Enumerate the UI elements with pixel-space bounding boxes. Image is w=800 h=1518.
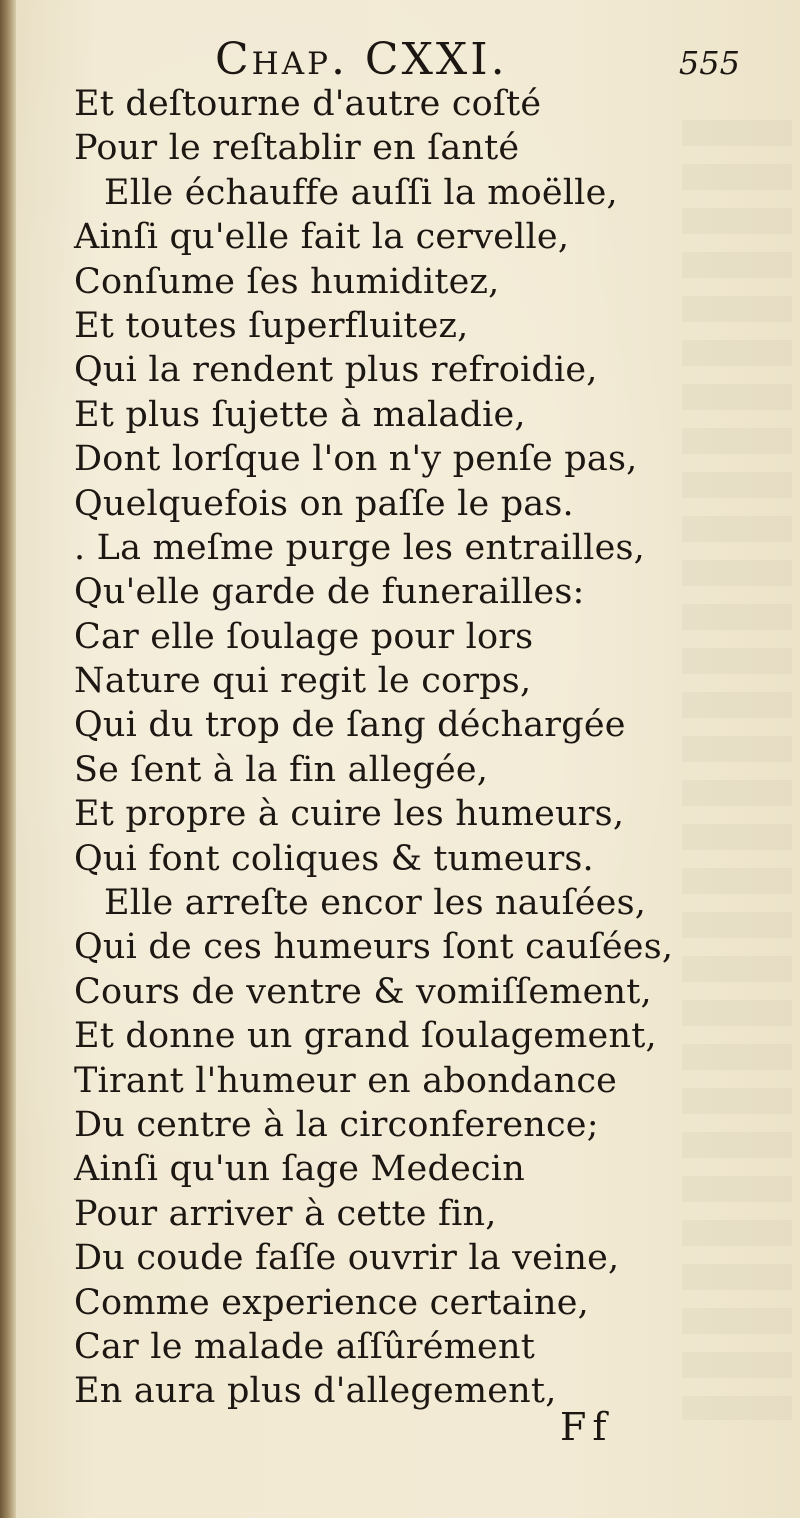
verse-line: Quelquefois on paſſe le pas. [74, 483, 574, 524]
page-number: 555 [678, 44, 740, 82]
verse-line: Qui font coliques & tumeurs. [74, 838, 594, 879]
verse-line: Cours de ventre & vomiſſement, [74, 971, 652, 1012]
verse-line: Comme experience certaine, [74, 1282, 590, 1323]
page-gutter-shadow [0, 0, 16, 1518]
verse-line: Se ſent à la fin allegée, [74, 749, 489, 790]
signature-mark: Ff [560, 1405, 613, 1449]
verse-line: Elle échauffe auſſi la moëlle, [104, 172, 618, 213]
verse-line: En aura plus d'allegement, [74, 1371, 557, 1412]
verse-line: Ainſi qu'un ſage Medecin [74, 1149, 525, 1190]
verse-line: Et propre à cuire les humeurs, [74, 794, 625, 835]
verse-line: Qui de ces humeurs ſont cauſées, [74, 927, 674, 968]
verse-line: Et donne un grand ſoulagement, [74, 1016, 657, 1057]
verse-line: Tirant l'humeur en abondance [74, 1060, 618, 1101]
verse-line: Car le malade aſſûrément [74, 1326, 535, 1367]
verse-line: . La meſme purge les entrailles, [74, 527, 645, 568]
verse-line: Du coude faſſe ouvrir la veine, [74, 1238, 620, 1279]
verse-line: Elle arreſte encor les nauſées, [104, 883, 647, 924]
verse-line: Pour le reſtablir en ſanté [74, 128, 520, 169]
verse-line: Ainſi qu'elle fait la cervelle, [74, 217, 570, 258]
verse-line: Conſume ſes humiditez, [74, 261, 500, 302]
verse-line: Et toutes ſuperfluitez, [74, 305, 469, 346]
chapter-heading: Chap. CXXI. [215, 34, 508, 85]
verse-line: Qui la rendent plus refroidie, [74, 350, 598, 391]
verse-line: Qu'elle garde de funerailles: [74, 572, 585, 613]
verse-line: Et deſtourne d'autre coſté [74, 84, 542, 124]
verse-line: Et plus ſujette à maladie, [74, 394, 526, 435]
verse-line: Nature qui regit le corps, [74, 661, 532, 702]
verse-block [74, 82, 754, 1414]
verse-line: Car elle ſoulage pour lors [74, 616, 534, 657]
verse-line: Dont lorſque l'on n'y penſe pas, [74, 439, 638, 480]
verse-line: Qui du trop de ſang déchargée [74, 705, 626, 746]
verse-line: Pour arriver à cette fin, [74, 1193, 497, 1234]
verse-line: Du centre à la circonference; [74, 1104, 599, 1145]
